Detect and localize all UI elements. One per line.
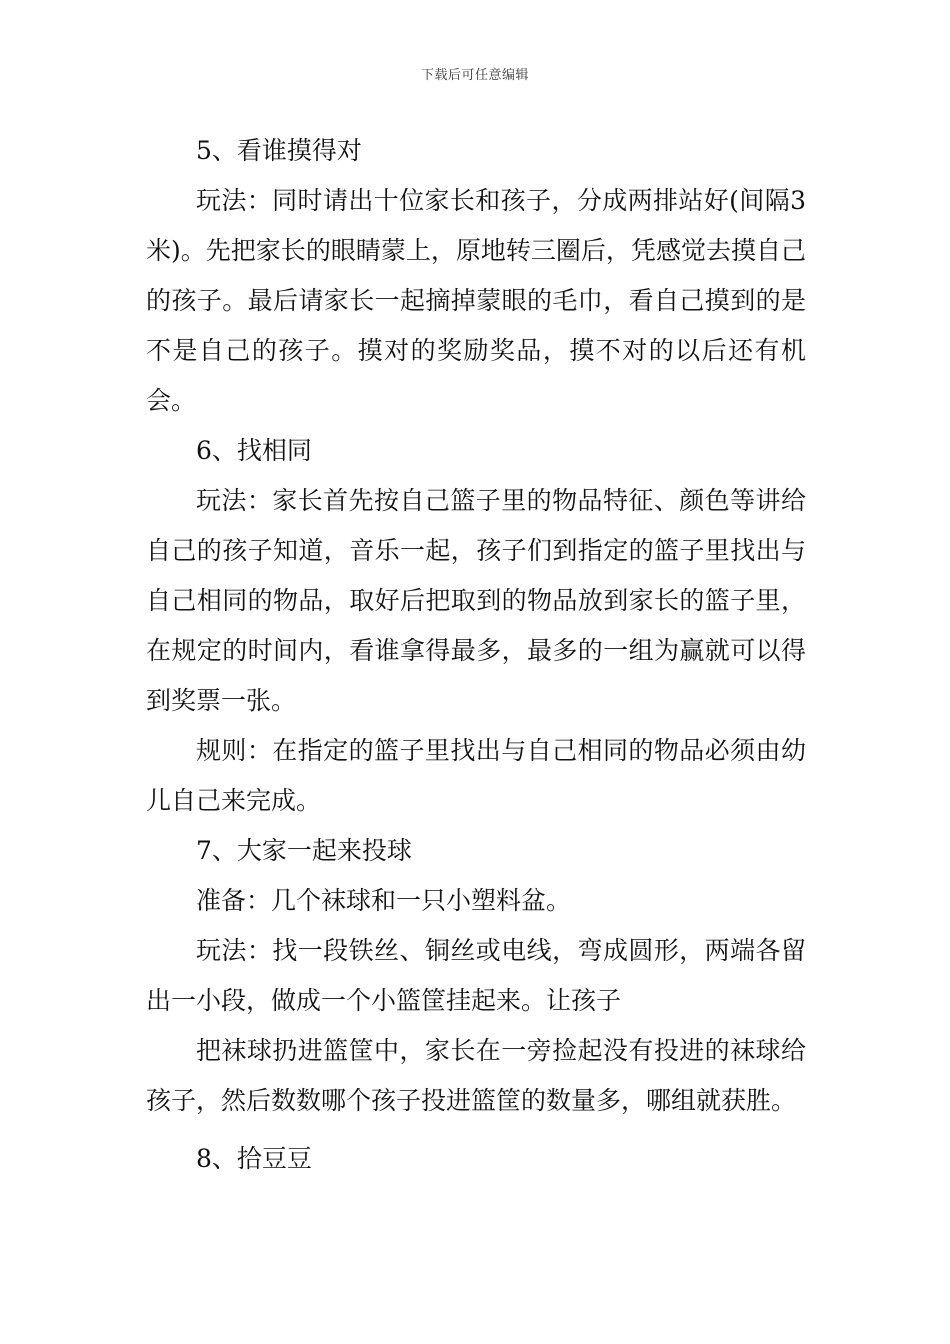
paragraph-gameplay-throw-continued: 把袜球扔进篮筐中，家长在一旁捡起没有投进的袜球给孩子，然后数数哪个孩子投进篮筐的数量多，哪组就获胜。 <box>146 1036 806 1115</box>
section-heading-8: 8、拾豆豆 <box>196 1144 312 1173</box>
section-heading-5: 5、看谁摸得对 <box>196 136 362 165</box>
paragraph-rules-find-same: 规则：在指定的篮子里找出与自己相同的物品必须由幼儿自己来完成。 <box>146 736 806 815</box>
paragraph-gameplay-touch: 玩法：同时请出十位家长和孩子，分成两排站好(间隔3米)。先把家长的眼睛蒙上，原地转三圈后，凭感觉去摸自己的孩子。最后请家长一起摘掉蒙眼的毛巾，看自己摸到的是不是自己的孩子。摸对的奖励奖品，摸不对的以后还有机会。 <box>146 186 806 415</box>
section-heading-7: 7、大家一起来投球 <box>196 836 412 865</box>
section-heading-6: 6、找相同 <box>196 436 312 465</box>
paragraph-preparation: 准备：几个袜球和一只小塑料盆。 <box>196 886 572 915</box>
paragraph-gameplay-throw: 玩法：找一段铁丝、铜丝或电线，弯成圆形，两端各留出一小段，做成一个小篮筐挂起来。让孩子 <box>146 936 806 1015</box>
page-header-note: 下载后可任意编辑 <box>420 68 529 83</box>
paragraph-gameplay-find-same: 玩法：家长首先按自己篮子里的物品特征、颜色等讲给自己的孩子知道，音乐一起，孩子们到指定的篮子里找出与自己相同的物品，取好后把取到的物品放到家长的篮子里，在规定的时间内，看谁拿得最多，最多的一组为赢就可以得到奖票一张。 <box>146 486 806 715</box>
document-body <box>146 126 806 1184</box>
